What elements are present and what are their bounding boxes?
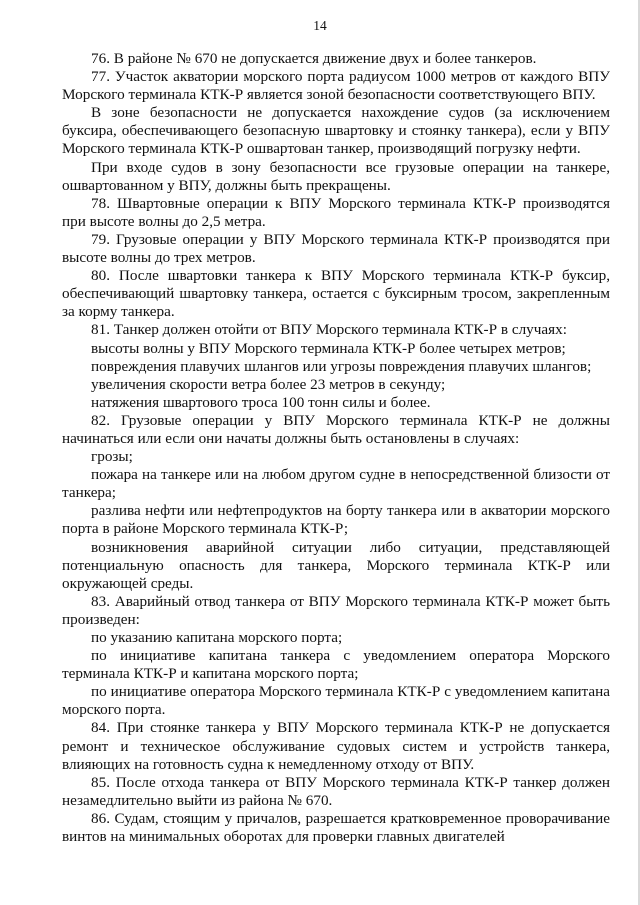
list-item: натяжения швартового троса 100 тонн силы и более. xyxy=(91,393,431,411)
page-number: 14 xyxy=(313,18,327,33)
paragraph-entry-stop: При входе судов в зону безопасности все грузовые операции на танкере, ошвартованном у ВПУ, должны быть прекращены. xyxy=(62,158,610,194)
paragraph-84: 84. При стоянке танкера у ВПУ Морского терминала КТК-Р не допускается ремонт и техническое обслуживание судовых систем и устройств танкера, влияющих на готовность судна к немедленному отходу от ВПУ. xyxy=(62,719,610,773)
paragraph-safety-zone: В зоне безопасности не допускается нахождение судов (за исключением буксира, обеспечивающего безопасную швартовку и стоянку танкера), если у ВПУ Морского терминала КТК-Р ошвартован танкер, производящий погрузку нефти. xyxy=(62,104,610,158)
paragraph-77: 77. Участок акватории морского порта радиусом 1000 метров от каждого ВПУ Морского терминала КТК-Р является зоной безопасности соответствующего ВПУ. xyxy=(62,68,610,104)
paragraph-85: 85. После отхода танкера от ВПУ Морского терминала КТК-Р танкер должен незамедлительно выйти из района № 670. xyxy=(62,773,610,809)
paragraph-83: 83. Аварийный отвод танкера от ВПУ Морского терминала КТК-Р может быть произведен: xyxy=(62,592,610,628)
list-item: по указанию капитана морского порта; xyxy=(91,629,343,646)
list-item: пожара на танкере или на любом другом судне в непосредственной близости от танкера; xyxy=(62,466,610,502)
paragraph-79: 79. Грузовые операции у ВПУ Морского терминала КТК-Р производятся при высоте волны до трех метров. xyxy=(62,230,610,267)
list-item: возникновения аварийной ситуации либо ситуации, представляющей потенциальную опасность для танкера, Морского терминала КТК-Р или окружающей среды. xyxy=(62,538,610,592)
list-item: высоты волны у ВПУ Морского терминала КТК-Р более четырех метров; xyxy=(91,339,566,357)
list-item: грозы; xyxy=(91,448,133,466)
paragraph-80: 80. После швартовки танкера к ВПУ Морского терминала КТК-Р буксир, обеспечивающий швартовку танкера, остается с буксирным тросом, закрепленным за корму танкера. xyxy=(62,267,610,321)
list-item: по инициативе капитана танкера с уведомлением оператора Морского терминала КТК-Р и капитана морского порта; xyxy=(62,647,610,683)
list-item: повреждения плавучих шлангов или угрозы повреждения плавучих шлангов; xyxy=(91,357,592,375)
paragraph-76: 76. В районе № 670 не допускается движение двух и более танкеров. xyxy=(91,50,537,67)
list-item: увеличения скорости ветра более 23 метров в секунду; xyxy=(91,375,446,393)
paragraph-78: 78. Швартовные операции к ВПУ Морского терминала КТК-Р производятся при высоте волны до 2,5 метра. xyxy=(62,194,610,230)
list-item: по инициативе оператора Морского терминала КТК-Р с уведомлением капитана морского порта. xyxy=(62,683,610,719)
paragraph-81: 81. Танкер должен отойти от ВПУ Морского терминала КТК-Р в случаях: xyxy=(91,321,567,339)
paragraph-86: 86. Судам, стоящим у причалов, разрешается кратковременное проворачивание винтов на минимальных оборотах для проверки главных двигателей xyxy=(62,809,610,846)
paragraph-82: 82. Грузовые операции у ВПУ Морского терминала КТК-Р не должны начинаться или если они начаты должны быть остановлены в случаях: xyxy=(62,411,610,447)
list-item: разлива нефти или нефтепродуктов на борту танкера или в акватории морского порта в районе Морского терминала КТК-Р; xyxy=(62,502,610,538)
document-body xyxy=(62,50,610,846)
